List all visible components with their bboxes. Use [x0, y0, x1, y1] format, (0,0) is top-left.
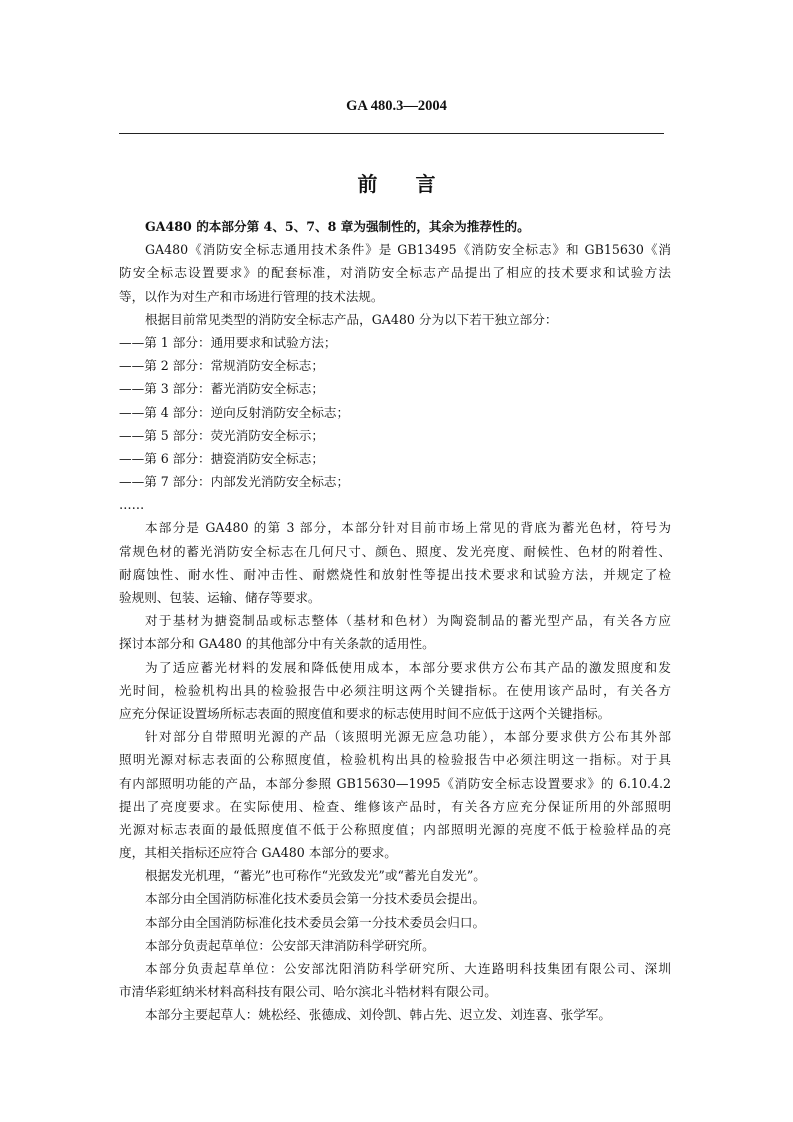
text-line: 光源对标志表面的最低照度值不低于公称照度值；内部照明光源的亮度不低于检验样品的亮 [119, 821, 671, 837]
section-title [0, 168, 793, 197]
text-line: 本部分主要起草人：姚松经、张德成、刘伶凯、韩占先、迟立发、刘连喜、张学军。 [145, 1007, 611, 1023]
text-line: 有内部照明功能的产品，本部分参照 GB15630—1995《消防安全标志设置要求》的 6.10.4.2 [119, 775, 671, 791]
text-line: …… [119, 497, 145, 513]
text-line: 探讨本部分和 GA480 的其他部分中有关条款的适用性。 [119, 636, 435, 652]
text-line: 针对部分自带照明光源的产品（该照明光源无应急功能），本部分要求供方公布其外部 [145, 729, 671, 745]
text-line: ——第 4 部分：逆向反射消防安全标志； [119, 404, 350, 420]
foreword-body [119, 215, 671, 1027]
standard-number: GA 480.3—2004 [346, 98, 447, 114]
text-line: 等，以作为对生产和市场进行管理的技术法规。 [119, 288, 384, 304]
text-line: ——第 7 部分：内部发光消防安全标志； [119, 474, 350, 490]
section-title-char: 言 [415, 172, 436, 196]
text-line: GA480《消防安全标志通用技术条件》是 GB13495《消防安全标志》和 GB15630《消 [145, 242, 671, 258]
text-line: 根据发光机理，“蓄光”也可称作“光致发光”或“蓄光自发光”。 [145, 868, 486, 884]
text-line: ——第 5 部分：荧光消防安全标示； [119, 427, 324, 443]
text-line: 验规则、包装、运输、储存等要求。 [119, 590, 321, 605]
text-line: 本部分由全国消防标准化技术委员会第一分技术委员会归口。 [145, 914, 486, 930]
text-line: 防安全标志设置要求》的配套标准，对消防安全标志产品提出了相应的技术要求和试验方法 [119, 265, 671, 281]
text-line: GA480 的本部分第 4、5、7、8 章为强制性的，其余为推荐性的。 [145, 219, 530, 234]
text-line: 根据目前常见类型的消防安全标志产品，GA480 分为以下若干独立部分： [145, 311, 558, 327]
text-line: 本部分负责起草单位：公安部沈阳消防科学研究所、大连路明科技集团有限公司、深圳 [145, 961, 671, 976]
text-line: 市清华彩虹纳米材料高科技有限公司、哈尔滨北斗牿材料有限公司。 [119, 984, 497, 1000]
text-line: 常规色材的蓄光消防安全标志在几何尺寸、颜色、照度、发光亮度、耐候性、色材的附着性、 [119, 543, 671, 559]
text-line: 本部分负责起草单位：公安部天津消防科学研究所。 [145, 937, 435, 953]
text-line: 照明光源对标志表面的公称照度值，检验机构出具的检验报告中必须注明这一指标。对于具 [119, 752, 671, 768]
text-line: ——第 1 部分：通用要求和试验方法； [119, 334, 337, 350]
text-line: 本部分是 GA480 的第 3 部分，本部分针对目前市场上常见的背底为蓄光色材，符号为 [145, 520, 671, 536]
text-line: 应充分保证设置场所标志表面的照度值和要求的标志使用时间不应低于这两个关键指标。 [119, 705, 611, 721]
text-line: 为了适应蓄光材料的发展和降低使用成本，本部分要求供方公布其产品的激发照度和发 [145, 659, 671, 675]
text-line: ——第 6 部分：搪瓷消防安全标志； [119, 450, 324, 466]
section-title-char: 前 [357, 172, 378, 196]
text-line: 光时间，检验机构出具的检验报告中必须注明这两个关键指标。在使用该产品时，有关各方 [119, 682, 671, 698]
text-line: 度，其相关指标还应符合 GA480 本部分的要求。 [119, 845, 397, 861]
text-line: 本部分由全国消防标准化技术委员会第一分技术委员会提出。 [145, 891, 486, 907]
text-line: 提出了亮度要求。在实际使用、检查、维修该产品时，有关各方应充分保证所用的外部照明 [119, 798, 671, 814]
text-line: ——第 3 部分：蓄光消防安全标志； [119, 381, 324, 397]
text-line: 耐腐蚀性、耐水性、耐冲击性、耐燃烧性和放射性等提出技术要求和试验方法，并规定了检 [119, 566, 671, 582]
text-line: 对于基材为搪瓷制品或标志整体（基材和色材）为陶瓷制品的蓄光型产品，有关各方应 [145, 613, 671, 629]
header-divider [119, 133, 664, 134]
text-line: ——第 2 部分：常规消防安全标志； [119, 358, 324, 374]
